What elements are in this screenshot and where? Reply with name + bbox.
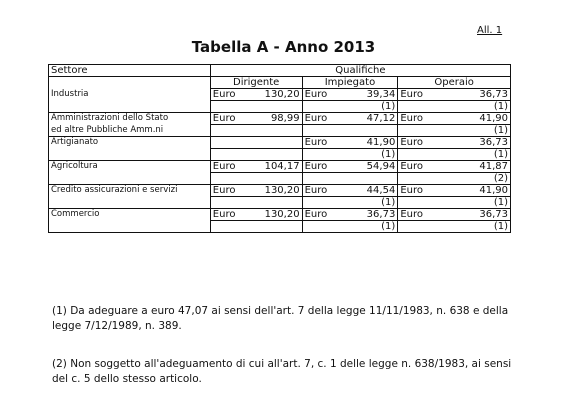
- table-row: [49, 89, 511, 101]
- impiegato-value: 39,34: [336, 89, 398, 101]
- impiegato-value: 54,94: [336, 161, 398, 173]
- dirigente-value: 130,20: [244, 185, 302, 197]
- sector-name-line2: ed altre Pubbliche Amm.ni: [49, 125, 211, 137]
- dirigente-value: 130,20: [244, 209, 302, 221]
- dirigente-value: 130,20: [244, 89, 302, 101]
- header-impiegato: Impiegato: [302, 77, 398, 89]
- operaio-currency: Euro: [398, 89, 432, 101]
- operaio-value: 41,90: [432, 185, 511, 197]
- dirigente-currency: Euro: [210, 89, 244, 101]
- table-row-continuation: [49, 125, 511, 137]
- sector-name: Industria: [49, 89, 211, 101]
- dirigente-value: 98,99: [244, 113, 302, 125]
- operaio-value: 41,87: [432, 161, 511, 173]
- operaio-note: (2): [432, 173, 511, 185]
- sector-name: Commercio: [49, 209, 211, 221]
- table-row: [49, 137, 511, 149]
- dirigente-currency: Euro: [210, 161, 244, 173]
- table-row: [49, 185, 511, 197]
- header-qualifiche: Qualifiche: [210, 65, 510, 77]
- operaio-note: (1): [432, 197, 511, 209]
- sector-name: Artigianato: [49, 137, 211, 149]
- attachment-label: All. 1: [477, 25, 503, 36]
- table-row: [49, 113, 511, 125]
- impiegato-currency: Euro: [302, 113, 336, 125]
- impiegato-currency: Euro: [302, 161, 336, 173]
- operaio-currency: Euro: [398, 113, 432, 125]
- footnote-2: (2) Non soggetto all'adeguamento di cui all'art. 7, c. 1 delle legge n. 638/1983, ai sensi del c. 5 dello stesso articolo.: [52, 358, 512, 385]
- impiegato-currency: Euro: [302, 137, 336, 149]
- impiegato-value: 47,12: [336, 113, 398, 125]
- operaio-value: 36,73: [432, 137, 511, 149]
- impiegato-note: (1): [336, 197, 398, 209]
- operaio-note: (1): [432, 101, 511, 113]
- header-operaio: Operaio: [398, 77, 511, 89]
- impiegato-note: [336, 125, 398, 137]
- sector-name-line2: [49, 173, 211, 185]
- table-row: [49, 209, 511, 221]
- operaio-currency: Euro: [398, 209, 432, 221]
- impiegato-note: (1): [336, 221, 398, 233]
- impiegato-currency: Euro: [302, 185, 336, 197]
- page-title: Tabella A - Anno 2013: [191, 38, 376, 56]
- sector-name-line2: [49, 221, 211, 233]
- dirigente-currency: Euro: [210, 209, 244, 221]
- impiegato-value: 44,54: [336, 185, 398, 197]
- impiegato-note: (1): [336, 101, 398, 113]
- dirigente-currency: Euro: [210, 113, 244, 125]
- sector-name-line2: [49, 101, 211, 113]
- sector-name: Credito assicurazioni e servizi: [49, 185, 211, 197]
- dirigente-value: 104,17: [244, 161, 302, 173]
- table-row-continuation: [49, 173, 511, 185]
- operaio-note: (1): [432, 221, 511, 233]
- impiegato-currency: Euro: [302, 89, 336, 101]
- impiegato-value: 36,73: [336, 209, 398, 221]
- header-dirigente: Dirigente: [210, 77, 302, 89]
- impiegato-currency: Euro: [302, 209, 336, 221]
- sector-name-line2: [49, 149, 211, 161]
- sector-name: Agricoltura: [49, 161, 211, 173]
- sector-name-line2: [49, 197, 211, 209]
- operaio-value: 36,73: [432, 89, 511, 101]
- impiegato-note: (1): [336, 149, 398, 161]
- impiegato-note: [336, 173, 398, 185]
- header-settore: Settore: [49, 65, 211, 77]
- table-row: [49, 161, 511, 173]
- operaio-currency: Euro: [398, 185, 432, 197]
- operaio-currency: Euro: [398, 161, 432, 173]
- table-row-continuation: [49, 101, 511, 113]
- footnote-1: (1) Da adeguare a euro 47,07 ai sensi dell'art. 7 della legge 11/11/1983, n. 638 e della legge 7/12/1989, n. 389.: [52, 305, 509, 332]
- impiegato-value: 41,90: [336, 137, 398, 149]
- sector-name: Amministrazioni dello Stato: [49, 113, 211, 125]
- table-row-continuation: [49, 197, 511, 209]
- table-row-continuation: [49, 221, 511, 233]
- table-row-continuation: [49, 149, 511, 161]
- operaio-value: 41,90: [432, 113, 511, 125]
- operaio-value: 36,73: [432, 209, 511, 221]
- dirigente-currency: Euro: [210, 185, 244, 197]
- wage-table: [48, 64, 511, 233]
- operaio-note: (1): [432, 149, 511, 161]
- operaio-note: (1): [432, 125, 511, 137]
- operaio-currency: Euro: [398, 137, 432, 149]
